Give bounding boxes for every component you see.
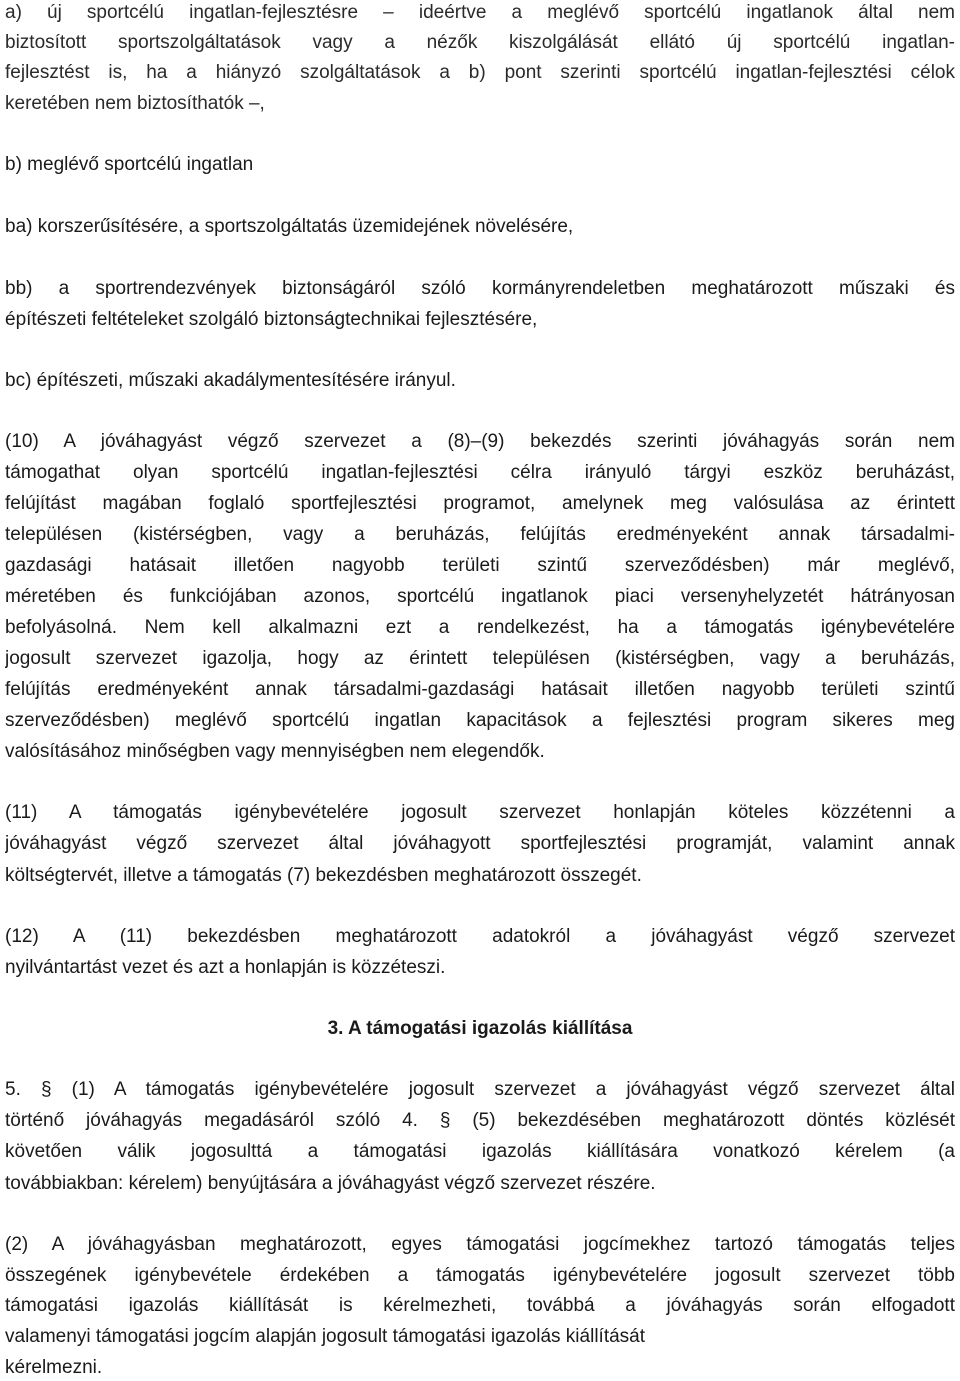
text-line: továbbiakban: kérelem) benyújtására a jóváhagyást végző szervezet részére. — [5, 1173, 656, 1194]
text-line: befolyásolná. Nem kell alkalmazni ezt a rendelkezést, ha a támogatás igénybevételére — [5, 617, 955, 638]
text-line: (2) A jóváhagyásban meghatározott, egyes támogatási jogcímekhez tartozó támogatás teljes — [5, 1234, 955, 1255]
text-line: gazdasági hatásait illetően nagyobb területi szintű szerveződésben) már meglévő, — [5, 555, 955, 576]
text-line: összegének igénybevétele érdekében a támogatás igénybevételére jogosult szervezet több — [5, 1265, 955, 1286]
text-line: nyilvántartást vezet és azt a honlapján is közzéteszi. — [5, 957, 446, 978]
text-line: biztosított sportszolgáltatások vagy a nézők kiszolgálását ellátó új sportcélú ingatlan- — [5, 32, 955, 53]
text-line: bb) a sportrendezvények biztonságáról szóló kormányrendeletben meghatározott műszaki és — [5, 278, 955, 299]
text-line: támogathat olyan sportcélú ingatlan-fejlesztési célra irányuló tárgyi eszköz beruházást, — [5, 462, 955, 483]
text-line: (11) A támogatás igénybevételére jogosult szervezet honlapján köteles közzétenni a — [5, 802, 955, 823]
section-heading: 3. A támogatási igazolás kiállítása — [327, 1018, 633, 1039]
text-line: támogatási igazolás kiállítását is kérelmezheti, továbbá a jóváhagyás során elfogadott — [5, 1295, 955, 1316]
text-line: (10) A jóváhagyást végző szervezet a (8)–(9) bekezdés szerinti jóváhagyás során nem — [5, 431, 955, 452]
text-line: fejlesztést is, ha a hiányzó szolgáltatások a b) pont szerinti sportcélú ingatlan-fejlesztési célok — [5, 62, 955, 83]
text-line: b) meglévő sportcélú ingatlan — [5, 154, 254, 175]
text-line: felújítást magában foglaló sportfejlesztési programot, amelynek meg valósulása az érintett — [5, 493, 955, 514]
text-line: ba) korszerűsítésére, a sportszolgáltatás üzemidejének növelésére, — [5, 216, 574, 237]
text-line: költségtervét, illetve a támogatás (7) bekezdésben meghatározott összegét. — [5, 865, 642, 886]
text-line: felújítás eredményeként annak társadalmi-gazdasági hatásait illetően nagyobb területi szintű — [5, 679, 955, 700]
text-line: szerveződésben) meglévő sportcélú ingatlan kapacitások a fejlesztési program sikeres meg — [5, 710, 955, 731]
text-line: valósításához minőségben vagy mennyiségben nem elegendők. — [5, 741, 545, 762]
text-line: településen (kistérségben, vagy a beruházás, felújítás eredményeként annak társadalmi- — [5, 524, 955, 545]
text-line: valamenyi támogatási jogcím alapján jogosult támogatási igazolás kiállítását — [5, 1326, 646, 1347]
text-line: történő jóváhagyás megadásáról szóló 4. § (5) bekezdésében meghatározott döntés közlését — [5, 1110, 955, 1131]
text-line: bc) építészeti, műszaki akadálymentesítésére irányul. — [5, 370, 456, 391]
text-line: kérelmezni. — [5, 1357, 103, 1378]
text-line: keretében nem biztosíthatók –, — [5, 93, 265, 114]
text-line: jogosult szervezet igazolja, hogy az érintett településen (kistérségben, vagy a beruházás, — [5, 648, 955, 669]
text-line: (12) A (11) bekezdésben meghatározott adatokról a jóváhagyást végző szervezet — [5, 926, 955, 947]
text-line: jóváhagyást végző szervezet által jóváhagyott sportfejlesztési programját, valamint annak — [5, 833, 955, 854]
text-line: 5. § (1) A támogatás igénybevételére jogosult szervezet a jóváhagyást végző szervezet által — [5, 1079, 955, 1100]
text-line: követően válik jogosulttá a támogatási igazolás kiállítására vonatkozó kérelem (a — [5, 1141, 955, 1162]
text-line: a) új sportcélú ingatlan-fejlesztésre – ideértve a meglévő sportcélú ingatlanok által nem — [5, 2, 955, 23]
text-line: építészeti feltételeket szolgáló biztonságtechnikai fejlesztésére, — [5, 309, 538, 330]
text-line: méretében és funkciójában azonos, sportcélú ingatlanok piaci versenyhelyzetét hátrányosan — [5, 586, 955, 607]
